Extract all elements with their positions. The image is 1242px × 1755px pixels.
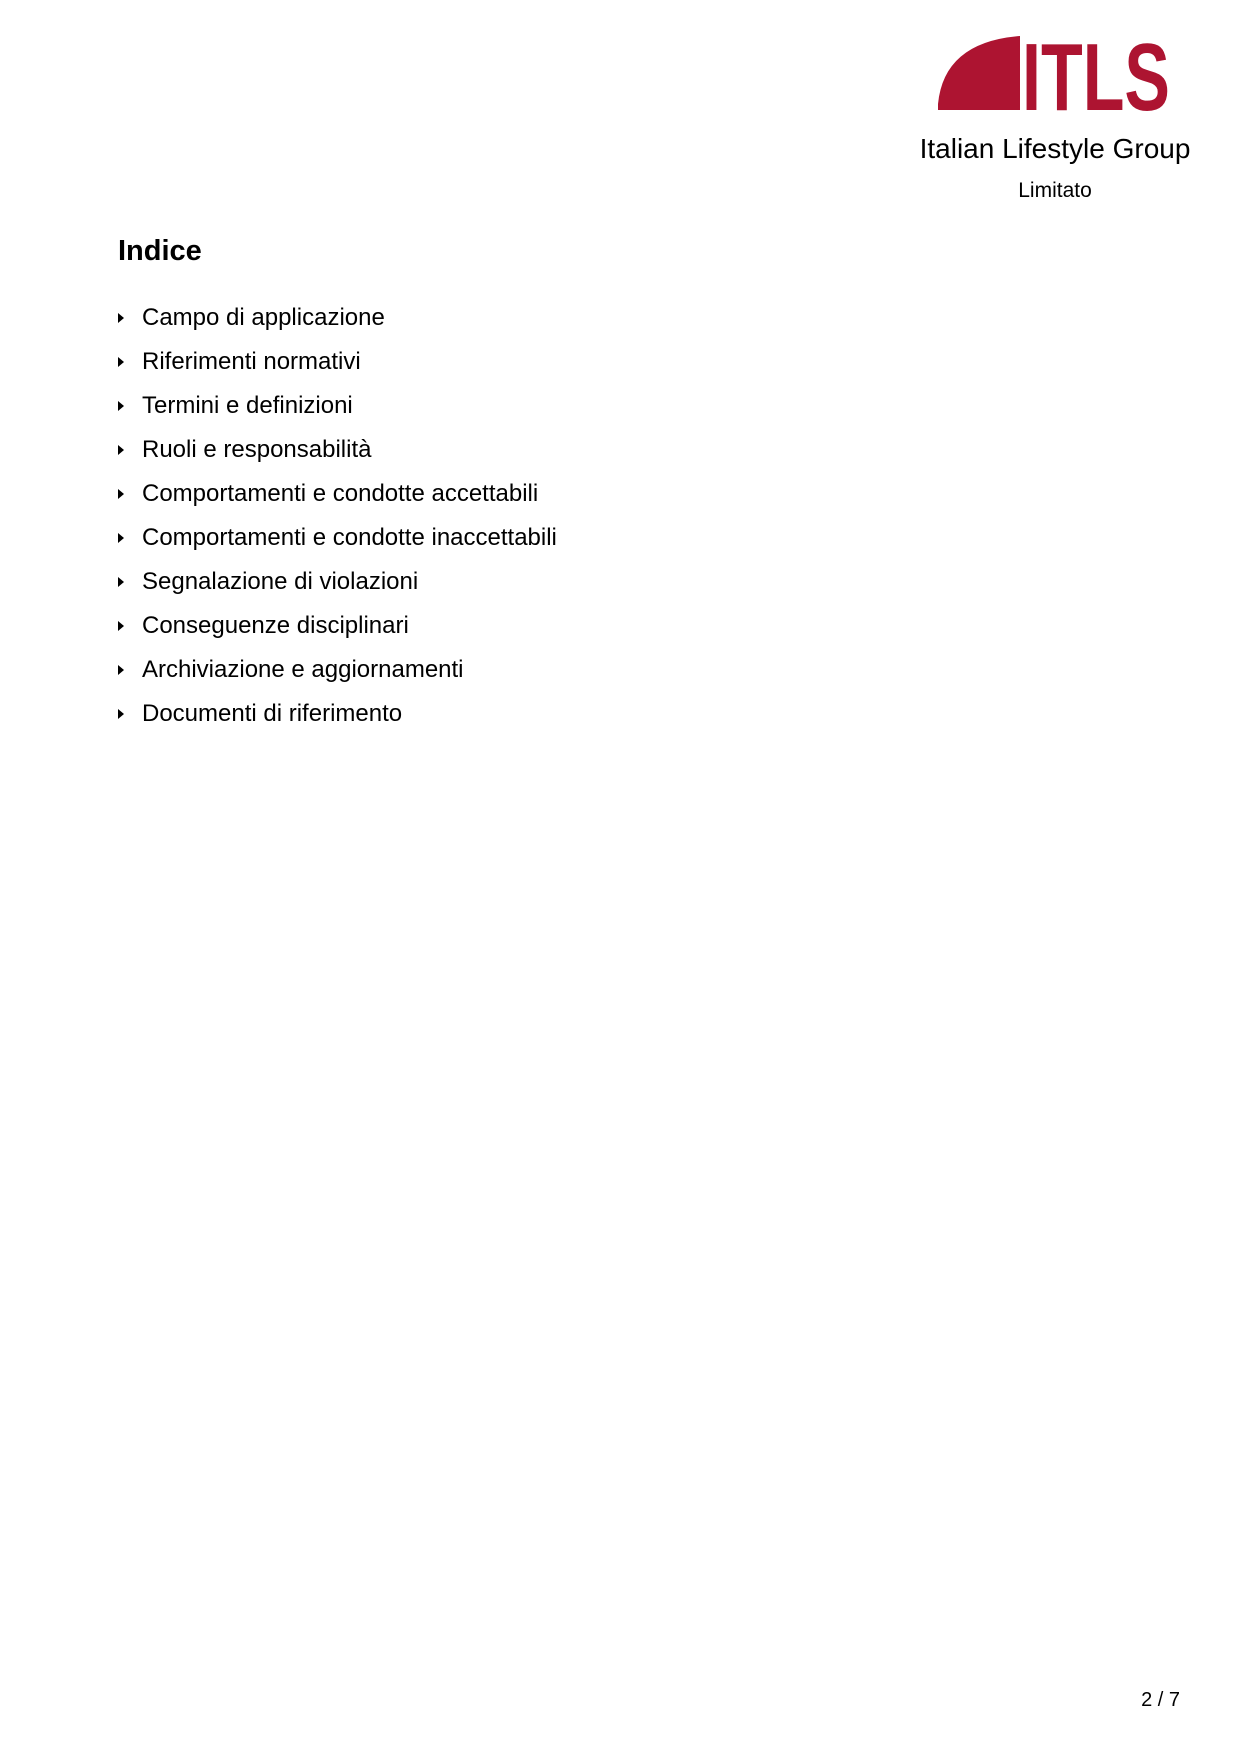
toc-item[interactable] bbox=[118, 428, 557, 472]
bullet-icon bbox=[118, 665, 124, 675]
bullet-icon bbox=[118, 489, 124, 499]
document-header bbox=[880, 24, 1230, 204]
bullet-icon bbox=[118, 401, 124, 411]
toc-item-label: Comportamenti e condotte accettabili bbox=[142, 480, 539, 507]
toc-item-label: Riferimenti normativi bbox=[142, 348, 361, 375]
toc-item-label: Campo di applicazione bbox=[142, 304, 385, 331]
toc-title: Indice bbox=[118, 235, 202, 267]
toc-item-label: Conseguenze disciplinari bbox=[142, 612, 409, 639]
toc-item-label: Archiviazione e aggiornamenti bbox=[142, 656, 464, 683]
page-number: 2 / 7 bbox=[1141, 1689, 1180, 1711]
bullet-icon bbox=[118, 357, 124, 367]
toc-item-label: Documenti di riferimento bbox=[142, 700, 403, 727]
bullet-icon bbox=[118, 533, 124, 543]
bullet-icon bbox=[118, 445, 124, 455]
bullet-icon bbox=[118, 577, 124, 587]
bullet-icon bbox=[118, 709, 124, 719]
classification-label: Limitato bbox=[1018, 179, 1092, 202]
toc-item[interactable] bbox=[118, 472, 557, 516]
company-name: Italian Lifestyle Group bbox=[919, 133, 1191, 164]
toc-item[interactable] bbox=[118, 604, 557, 648]
toc-item-label: Segnalazione di violazioni bbox=[142, 568, 419, 595]
toc-item[interactable] bbox=[118, 384, 557, 428]
itls-logo bbox=[938, 24, 1172, 131]
toc-item[interactable] bbox=[118, 648, 557, 692]
logo-arc-shape bbox=[938, 36, 1020, 110]
toc-item[interactable] bbox=[118, 340, 557, 384]
toc-item[interactable] bbox=[118, 516, 557, 560]
toc-item-label: Comportamenti e condotte inaccettabili bbox=[142, 524, 557, 551]
toc-item-label: Termini e definizioni bbox=[142, 392, 353, 419]
toc-item[interactable] bbox=[118, 560, 557, 604]
logo-text: ITLS bbox=[1022, 24, 1170, 131]
bullet-icon bbox=[118, 621, 124, 631]
bullet-icon bbox=[118, 313, 124, 323]
toc-item[interactable] bbox=[118, 296, 557, 340]
toc-item-label: Ruoli e responsabilità bbox=[142, 436, 372, 463]
toc-item[interactable] bbox=[118, 692, 557, 736]
toc-list bbox=[118, 296, 557, 736]
